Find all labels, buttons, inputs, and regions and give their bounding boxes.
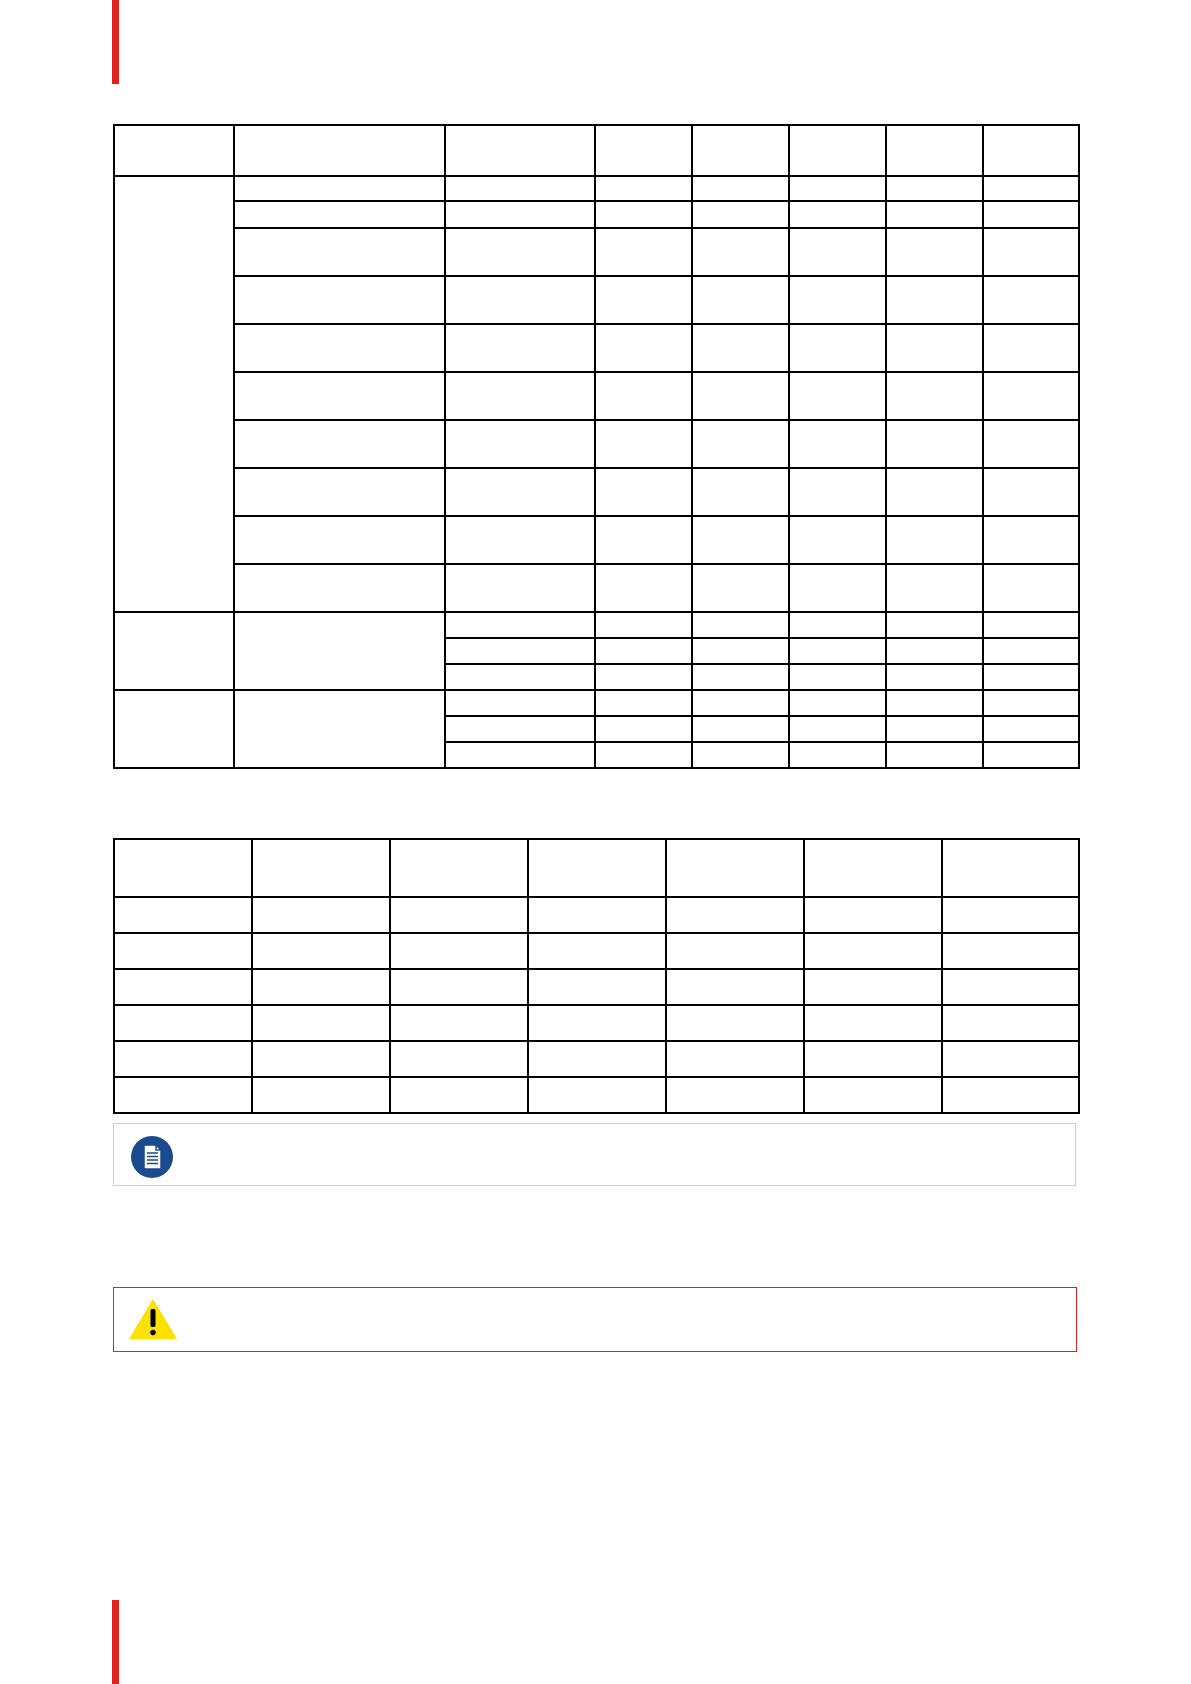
table-cell <box>789 420 886 468</box>
table-cell <box>390 1005 528 1041</box>
table-header-row <box>114 839 1079 897</box>
table-cell <box>234 176 445 201</box>
table-cell <box>390 897 528 933</box>
table-cell <box>692 420 789 468</box>
table-cell <box>666 1005 804 1041</box>
table-header-cell <box>445 125 595 176</box>
table-cell <box>886 201 983 228</box>
table-cell <box>445 638 595 664</box>
table-cell <box>234 516 445 564</box>
table-cell <box>234 468 445 516</box>
table-cell <box>804 897 942 933</box>
table-cell <box>804 933 942 969</box>
table-cell <box>595 420 692 468</box>
table-cell <box>666 933 804 969</box>
table-cell <box>595 742 692 768</box>
table-cell <box>666 969 804 1005</box>
table-cell <box>390 1041 528 1077</box>
table-cell <box>234 228 445 276</box>
table-cell <box>666 1077 804 1113</box>
table-cell <box>390 969 528 1005</box>
table-cell <box>445 742 595 768</box>
table-cell <box>692 742 789 768</box>
table-cell <box>942 1041 1079 1077</box>
table-cell <box>983 420 1079 468</box>
table-row <box>114 564 1079 612</box>
table-cell <box>942 933 1079 969</box>
table-cell <box>252 897 390 933</box>
table-cell <box>692 664 789 690</box>
table-cell <box>528 933 666 969</box>
table-cell <box>234 420 445 468</box>
table-row <box>114 176 1079 201</box>
table-cell <box>234 324 445 372</box>
table-cell <box>445 420 595 468</box>
table-cell <box>983 324 1079 372</box>
table-cell <box>804 969 942 1005</box>
table-cell <box>789 228 886 276</box>
row-group-label <box>114 690 234 768</box>
table-cell <box>445 324 595 372</box>
table-cell <box>114 1005 252 1041</box>
table-cell <box>983 742 1079 768</box>
table-row <box>114 468 1079 516</box>
table-cell <box>595 638 692 664</box>
table-cell <box>983 564 1079 612</box>
table-header-cell <box>886 125 983 176</box>
table-cell <box>595 564 692 612</box>
table-row <box>114 324 1079 372</box>
table-cell <box>789 176 886 201</box>
row-group-label <box>114 176 234 612</box>
table-cell <box>804 1041 942 1077</box>
table-cell <box>445 468 595 516</box>
table-cell <box>595 664 692 690</box>
table-row <box>114 690 1079 716</box>
note-callout <box>113 1123 1076 1186</box>
table-cell <box>983 176 1079 201</box>
table-cell <box>983 228 1079 276</box>
table-row <box>114 933 1079 969</box>
table-cell <box>445 564 595 612</box>
table-cell <box>595 372 692 420</box>
table-header-cell <box>114 125 234 176</box>
table-cell <box>692 201 789 228</box>
table-cell <box>886 176 983 201</box>
table-cell <box>789 201 886 228</box>
row-sub-label <box>234 612 445 690</box>
table-cell <box>234 276 445 324</box>
table-cell <box>595 516 692 564</box>
table-cell <box>595 612 692 638</box>
table-cell <box>445 690 595 716</box>
table-cell <box>886 228 983 276</box>
warning-callout <box>113 1287 1077 1352</box>
table-header-cell <box>804 839 942 897</box>
table-cell <box>789 516 886 564</box>
table-cell <box>252 969 390 1005</box>
table-cell <box>666 897 804 933</box>
table-cell <box>692 228 789 276</box>
table-header-cell <box>528 839 666 897</box>
table-cell <box>445 664 595 690</box>
warning-icon <box>127 1297 179 1341</box>
table-cell <box>595 176 692 201</box>
table-cell <box>252 1041 390 1077</box>
table-cell <box>692 716 789 742</box>
table-cell <box>886 612 983 638</box>
table-cell <box>114 933 252 969</box>
table-cell <box>528 1041 666 1077</box>
table-row <box>114 612 1079 638</box>
table-row <box>114 201 1079 228</box>
table-cell <box>942 897 1079 933</box>
table-cell <box>252 933 390 969</box>
table-cell <box>789 612 886 638</box>
table-cell <box>445 201 595 228</box>
table-cell <box>445 516 595 564</box>
table-cell <box>789 564 886 612</box>
table-row <box>114 516 1079 564</box>
table-cell <box>692 690 789 716</box>
table-row <box>114 1041 1079 1077</box>
table-header-cell <box>942 839 1079 897</box>
table-cell <box>114 1077 252 1113</box>
table-cell <box>528 1005 666 1041</box>
table-cell <box>789 664 886 690</box>
table-cell <box>595 468 692 516</box>
table-header-cell <box>114 839 252 897</box>
table-cell <box>234 564 445 612</box>
row-group-label <box>114 612 234 690</box>
table-row <box>114 897 1079 933</box>
table-header-row <box>114 125 1079 176</box>
table-cell <box>942 1077 1079 1113</box>
table-cell <box>445 716 595 742</box>
table-cell <box>983 372 1079 420</box>
table-cell <box>234 372 445 420</box>
table-cell <box>692 372 789 420</box>
table-cell <box>886 516 983 564</box>
table-row <box>114 372 1079 420</box>
table-cell <box>983 690 1079 716</box>
table-header-cell <box>252 839 390 897</box>
table-cell <box>804 1077 942 1113</box>
table-cell <box>886 638 983 664</box>
table-header-cell <box>390 839 528 897</box>
table-cell <box>886 372 983 420</box>
table-row <box>114 420 1079 468</box>
table-cell <box>445 176 595 201</box>
table-cell <box>234 201 445 228</box>
table-cell <box>789 690 886 716</box>
table-cell <box>595 690 692 716</box>
table-cell <box>445 372 595 420</box>
note-icon <box>131 1136 173 1178</box>
table-row <box>114 1077 1079 1113</box>
table-cell <box>789 742 886 768</box>
table-header-cell <box>983 125 1079 176</box>
table-cell <box>942 969 1079 1005</box>
table-cell <box>983 716 1079 742</box>
table-header-cell <box>789 125 886 176</box>
table-cell <box>595 276 692 324</box>
table-cell <box>886 742 983 768</box>
table-cell <box>692 612 789 638</box>
table-cell <box>252 1005 390 1041</box>
table-cell <box>114 1041 252 1077</box>
table-row <box>114 969 1079 1005</box>
table-cell <box>692 276 789 324</box>
table-cell <box>942 1005 1079 1041</box>
table-cell <box>886 276 983 324</box>
table-cell <box>114 969 252 1005</box>
table-cell <box>983 516 1079 564</box>
table-cell <box>789 716 886 742</box>
table-cell <box>804 1005 942 1041</box>
table-cell <box>983 201 1079 228</box>
table-cell <box>445 612 595 638</box>
table-cell <box>595 228 692 276</box>
table-cell <box>390 933 528 969</box>
table-row <box>114 228 1079 276</box>
table-cell <box>789 324 886 372</box>
table-header-cell <box>666 839 804 897</box>
table-row <box>114 276 1079 324</box>
table-cell <box>886 690 983 716</box>
table-cell <box>445 276 595 324</box>
table-cell <box>983 664 1079 690</box>
table-cell <box>789 468 886 516</box>
table-cell <box>983 276 1079 324</box>
specification-table-1 <box>113 124 1080 769</box>
table-cell <box>886 324 983 372</box>
table-cell <box>886 468 983 516</box>
table-cell <box>886 664 983 690</box>
table-header-cell <box>595 125 692 176</box>
table-cell <box>595 716 692 742</box>
table-cell <box>692 564 789 612</box>
table-cell <box>692 468 789 516</box>
table-cell <box>528 897 666 933</box>
table-cell <box>886 564 983 612</box>
table-cell <box>528 1077 666 1113</box>
table-cell <box>886 420 983 468</box>
table-cell <box>692 516 789 564</box>
table-cell <box>692 638 789 664</box>
table-cell <box>789 372 886 420</box>
table-cell <box>595 201 692 228</box>
table-cell <box>789 276 886 324</box>
specification-table-2 <box>113 838 1080 1114</box>
table-cell <box>445 228 595 276</box>
table-cell <box>252 1077 390 1113</box>
table-header-cell <box>692 125 789 176</box>
table-cell <box>390 1077 528 1113</box>
table-header-cell <box>234 125 445 176</box>
table-cell <box>983 612 1079 638</box>
bottom-accent-bar <box>112 1600 119 1684</box>
table-cell <box>595 324 692 372</box>
table-cell <box>692 324 789 372</box>
table-cell <box>886 716 983 742</box>
table-cell <box>983 638 1079 664</box>
table-row <box>114 1005 1079 1041</box>
top-accent-bar <box>112 0 119 84</box>
table-cell <box>692 176 789 201</box>
table-cell <box>666 1041 804 1077</box>
table-cell <box>114 897 252 933</box>
table-cell <box>528 969 666 1005</box>
row-sub-label <box>234 690 445 768</box>
table-cell <box>789 638 886 664</box>
table-cell <box>983 468 1079 516</box>
